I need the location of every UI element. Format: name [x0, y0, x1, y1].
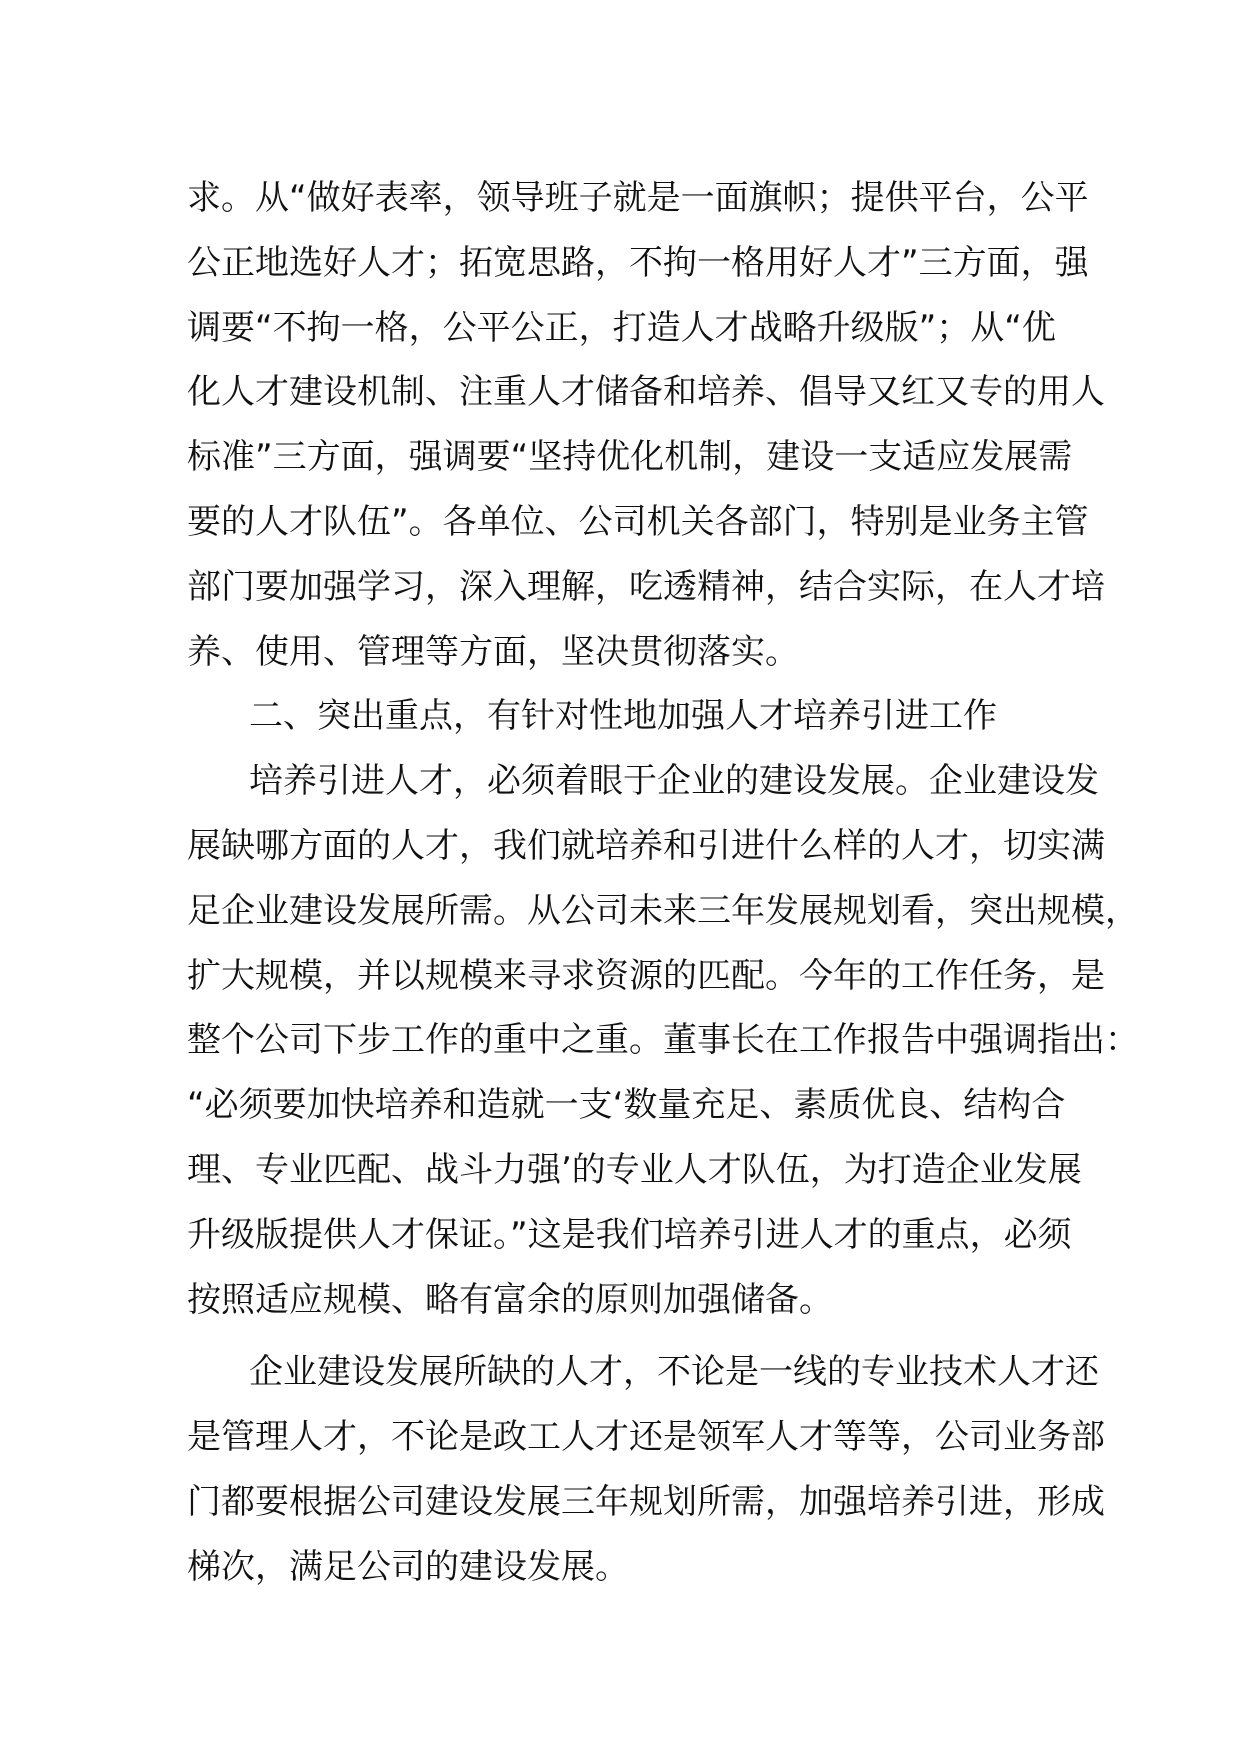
text-line: 标准”三方面，强调要“坚持优化机制，建设一支适应发展需 — [187, 437, 1073, 478]
section-heading — [187, 684, 1077, 749]
text-line: 是管理人才，不论是政工人才还是领军人才等等，公司业务部 — [187, 1417, 1105, 1458]
heading-line: 二、突出重点，有针对性地加强人才培养引进工作 — [249, 696, 997, 737]
text-line: 理、专业匹配、战斗力强’的专业人才队伍，为打造企业发展 — [187, 1149, 1082, 1190]
text-line: 养、使用、管理等方面，坚决贯彻落实。 — [187, 631, 799, 672]
text-line: 部门要加强学习，深入理解，吃透精神，结合实际，在人才培 — [187, 566, 1105, 607]
text-line: 足企业建设发展所需。从公司未来三年发展规划看，突出规模， — [187, 890, 1139, 931]
text-line: 整个公司下步工作的重中之重。董事长在工作报告中强调指出： — [187, 1020, 1139, 1061]
text-line: 公正地选好人才；拓宽思路，不拘一格用好人才”三方面，强 — [187, 242, 1089, 283]
text-line: 培养引进人才，必须着眼于企业的建设发展。企业建设发 — [249, 761, 1099, 802]
text-line: 调要“不拘一格，公平公正，打造人才战略升级版”；从“优 — [187, 307, 1056, 348]
text-line: 求。从“做好表率，领导班子就是一面旗帜；提供平台，公平 — [187, 178, 1089, 218]
text-line: 升级版提供人才保证。”这是我们培养引进人才的重点，必须 — [187, 1214, 1072, 1255]
paragraph-talent-needs — [187, 1340, 1105, 1599]
paragraph-continuation — [187, 166, 1105, 684]
text-line: 要的人才队伍”。各单位、公司机关各部门，特别是业务主管 — [187, 501, 1089, 542]
text-line: “必须要加快培养和造就一支‘数量充足、素质优良、结构合 — [187, 1085, 1066, 1126]
text-line: 梯次，满足公司的建设发展。 — [187, 1546, 629, 1587]
text-line: 按照适应规模、略有富余的原则加强储备。 — [187, 1279, 833, 1320]
document-body — [187, 166, 1139, 1600]
text-line: 门都要根据公司建设发展三年规划所需，加强培养引进，形成 — [187, 1481, 1105, 1522]
text-line: 化人才建设机制、注重人才储备和培养、倡导又红又专的用人 — [187, 372, 1105, 413]
text-line: 展缺哪方面的人才，我们就培养和引进什么样的人才，切实满 — [187, 825, 1105, 866]
text-line: 企业建设发展所缺的人才，不论是一线的专业技术人才还 — [249, 1352, 1099, 1393]
text-line: 扩大规模，并以规模来寻求资源的匹配。今年的工作任务，是 — [187, 955, 1105, 996]
paragraph-talent-cultivation — [187, 749, 1139, 1332]
